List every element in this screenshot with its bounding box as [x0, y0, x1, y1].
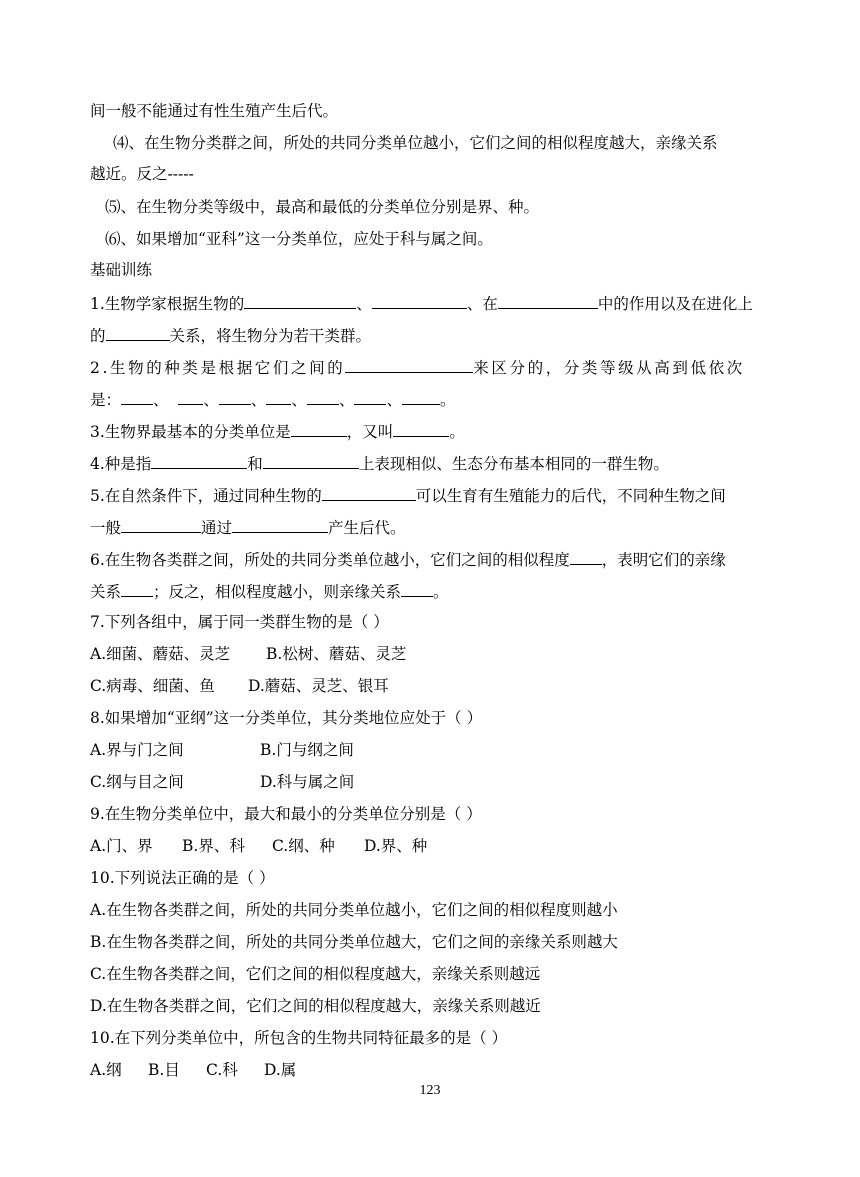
fill-blank[interactable]	[402, 388, 440, 405]
heading-text: 基础训练	[90, 261, 153, 279]
text-span: ；反之，相似程度越小，则亲缘关系	[153, 583, 402, 601]
question-7-options	[90, 676, 780, 696]
option-a[interactable]: A.在生物各类群之间，所处的共同分类单位越小，它们之间的相似程度则越小	[90, 901, 618, 919]
question-2	[90, 356, 780, 378]
option-b[interactable]: B.在生物各类群之间，所处的共同分类单位越大，它们之间的亲缘关系则越大	[90, 933, 618, 951]
fill-blank[interactable]	[121, 580, 153, 597]
question-7-options	[90, 644, 780, 664]
text-span: 和	[247, 455, 263, 473]
fill-blank[interactable]	[266, 388, 291, 405]
option-a[interactable]: A.门、界	[90, 837, 153, 855]
question-10-option	[90, 964, 780, 984]
text-span: 6.在生物各类群之间，所处的共同分类单位越小，它们之间的相似程度	[90, 551, 570, 569]
fill-blank[interactable]	[121, 516, 201, 533]
fill-blank[interactable]	[401, 580, 433, 597]
fill-blank[interactable]	[307, 388, 339, 405]
text-span: 、	[291, 391, 307, 409]
question-8-options	[90, 740, 780, 760]
text-span: ⑸、在生物分类等级中，最高和最低的分类单位分别是界、种。	[105, 198, 540, 216]
text-span: 、	[338, 391, 355, 409]
text-span: 9.在生物分类单位中，最大和最小的分类单位分别是（ ）	[90, 805, 482, 823]
option-b[interactable]: B.目	[148, 1061, 180, 1079]
text-line	[90, 164, 780, 184]
option-a[interactable]: A.纲	[90, 1061, 122, 1079]
option-c[interactable]: C.纲与目之间	[90, 773, 184, 791]
fill-blank[interactable]	[322, 484, 416, 501]
option-c[interactable]: C.纲、种	[272, 837, 335, 855]
option-d[interactable]: D.属	[264, 1061, 297, 1079]
option-c[interactable]: C.科	[206, 1061, 238, 1079]
text-span: 、	[386, 391, 402, 409]
fill-blank[interactable]	[393, 420, 449, 437]
text-line	[105, 229, 795, 249]
fill-blank[interactable]	[121, 388, 153, 405]
fill-blank[interactable]	[232, 516, 328, 533]
text-span: 、	[203, 391, 219, 409]
text-span: 。	[433, 583, 449, 601]
question-4	[90, 452, 780, 474]
text-span: 、	[356, 295, 372, 313]
fill-blank[interactable]	[570, 548, 602, 565]
text-span: 8.如果增加“亚纲”这一分类单位，其分类地位应处于（ ）	[90, 709, 483, 727]
question-9	[90, 804, 780, 824]
text-span: 越近。反之-----	[90, 165, 194, 183]
question-6-cont	[90, 580, 780, 602]
text-span: 的	[90, 327, 106, 345]
text-span: 3.生物界最基本的分类单位是	[90, 423, 291, 441]
fill-blank[interactable]	[178, 388, 203, 405]
text-span: ⑷、在生物分类群之间，所处的共同分类单位越小，它们之间的相似程度越大，亲缘关系	[113, 134, 718, 152]
fill-blank[interactable]	[354, 388, 386, 405]
option-d[interactable]: D.界、种	[364, 837, 428, 855]
question-1-cont	[90, 324, 780, 346]
option-b[interactable]: B.门与纲之间	[260, 741, 354, 759]
question-10-option	[90, 900, 780, 920]
text-span: 、	[153, 391, 169, 409]
question-8	[90, 708, 780, 728]
text-span: 、	[250, 391, 267, 409]
fill-blank[interactable]	[498, 292, 598, 309]
fill-blank[interactable]	[291, 420, 347, 437]
fill-blank[interactable]	[151, 452, 247, 469]
text-span: 产生后代。	[328, 519, 406, 537]
question-11-options	[90, 1060, 780, 1080]
option-b[interactable]: B.松树、蘑菇、灵芝	[266, 645, 407, 663]
question-6	[90, 548, 780, 570]
text-span: 可以生育有生殖能力的后代，不同种生物之间	[415, 487, 726, 505]
text-span: ，又叫	[346, 423, 394, 441]
text-span: 、在	[466, 295, 498, 313]
option-c[interactable]: C.病毒、细菌、鱼	[90, 677, 215, 695]
text-span: 10.下列说法正确的是（ ）	[90, 869, 275, 887]
question-1	[90, 292, 780, 314]
text-span: 是：	[90, 391, 122, 409]
fill-blank[interactable]	[263, 452, 359, 469]
page-number: 123	[419, 1083, 441, 1098]
text-span: 。	[439, 391, 456, 409]
question-2-cont	[90, 388, 780, 410]
text-span: 一般	[90, 519, 122, 537]
fill-blank[interactable]	[372, 292, 467, 309]
option-d[interactable]: D.蘑菇、灵芝、银耳	[248, 677, 389, 695]
text-span: 。	[449, 423, 465, 441]
fill-blank[interactable]	[106, 324, 170, 341]
text-line	[90, 101, 780, 121]
question-5-cont	[90, 516, 780, 538]
text-span: 来区分的，分类等级从高到低依次	[473, 359, 745, 377]
text-span: ⑹、如果增加“亚科”这一分类单位，应处于科与属之间。	[105, 230, 493, 248]
text-span: 4.种是指	[90, 455, 152, 473]
text-span: 中的作用以及在进化上	[597, 295, 753, 313]
fill-blank[interactable]	[219, 388, 251, 405]
text-span: 关系	[90, 583, 122, 601]
text-span: 关系，将生物分为若干类群。	[169, 327, 372, 345]
text-line	[113, 133, 803, 153]
option-d[interactable]: D.在生物各类群之间，它们之间的相似程度越大，亲缘关系则越近	[90, 997, 541, 1015]
question-10-option	[90, 932, 780, 952]
option-a[interactable]: A.细菌、蘑菇、灵芝	[90, 645, 231, 663]
text-span: ，表明它们的亲缘	[601, 551, 726, 569]
text-span: 5.在自然条件下，通过同种生物的	[90, 487, 322, 505]
question-10-option	[90, 996, 780, 1016]
text-span: 间一般不能通过有性生殖产生后代。	[90, 102, 339, 120]
section-heading	[90, 260, 780, 280]
option-c[interactable]: C.在生物各类群之间，它们之间的相似程度越大，亲缘关系则越远	[90, 965, 541, 983]
option-d[interactable]: D.科与属之间	[260, 773, 355, 791]
text-line	[105, 197, 795, 217]
question-9-options	[90, 836, 780, 856]
question-7	[90, 612, 780, 632]
fill-blank[interactable]	[345, 356, 473, 373]
text-span: 通过	[201, 519, 233, 537]
text-span: 上表现相似、生态分布基本相同的一群生物。	[358, 455, 669, 473]
option-a[interactable]: A.界与门之间	[90, 741, 184, 759]
text-span: 2.生物的种类是根据它们之间的	[90, 359, 346, 377]
question-5	[90, 484, 780, 506]
question-3	[90, 420, 780, 442]
question-11	[90, 1028, 780, 1048]
text-span: 10.在下列分类单位中，所包含的生物共同特征最多的是（ ）	[90, 1029, 508, 1047]
question-8-options	[90, 772, 780, 792]
option-b[interactable]: B.界、科	[182, 837, 245, 855]
question-10	[90, 868, 780, 888]
text-span: 1.生物学家根据生物的	[90, 295, 245, 313]
text-span: 7.下列各组中，属于同一类群生物的是（ ）	[90, 613, 389, 631]
fill-blank[interactable]	[244, 292, 356, 309]
